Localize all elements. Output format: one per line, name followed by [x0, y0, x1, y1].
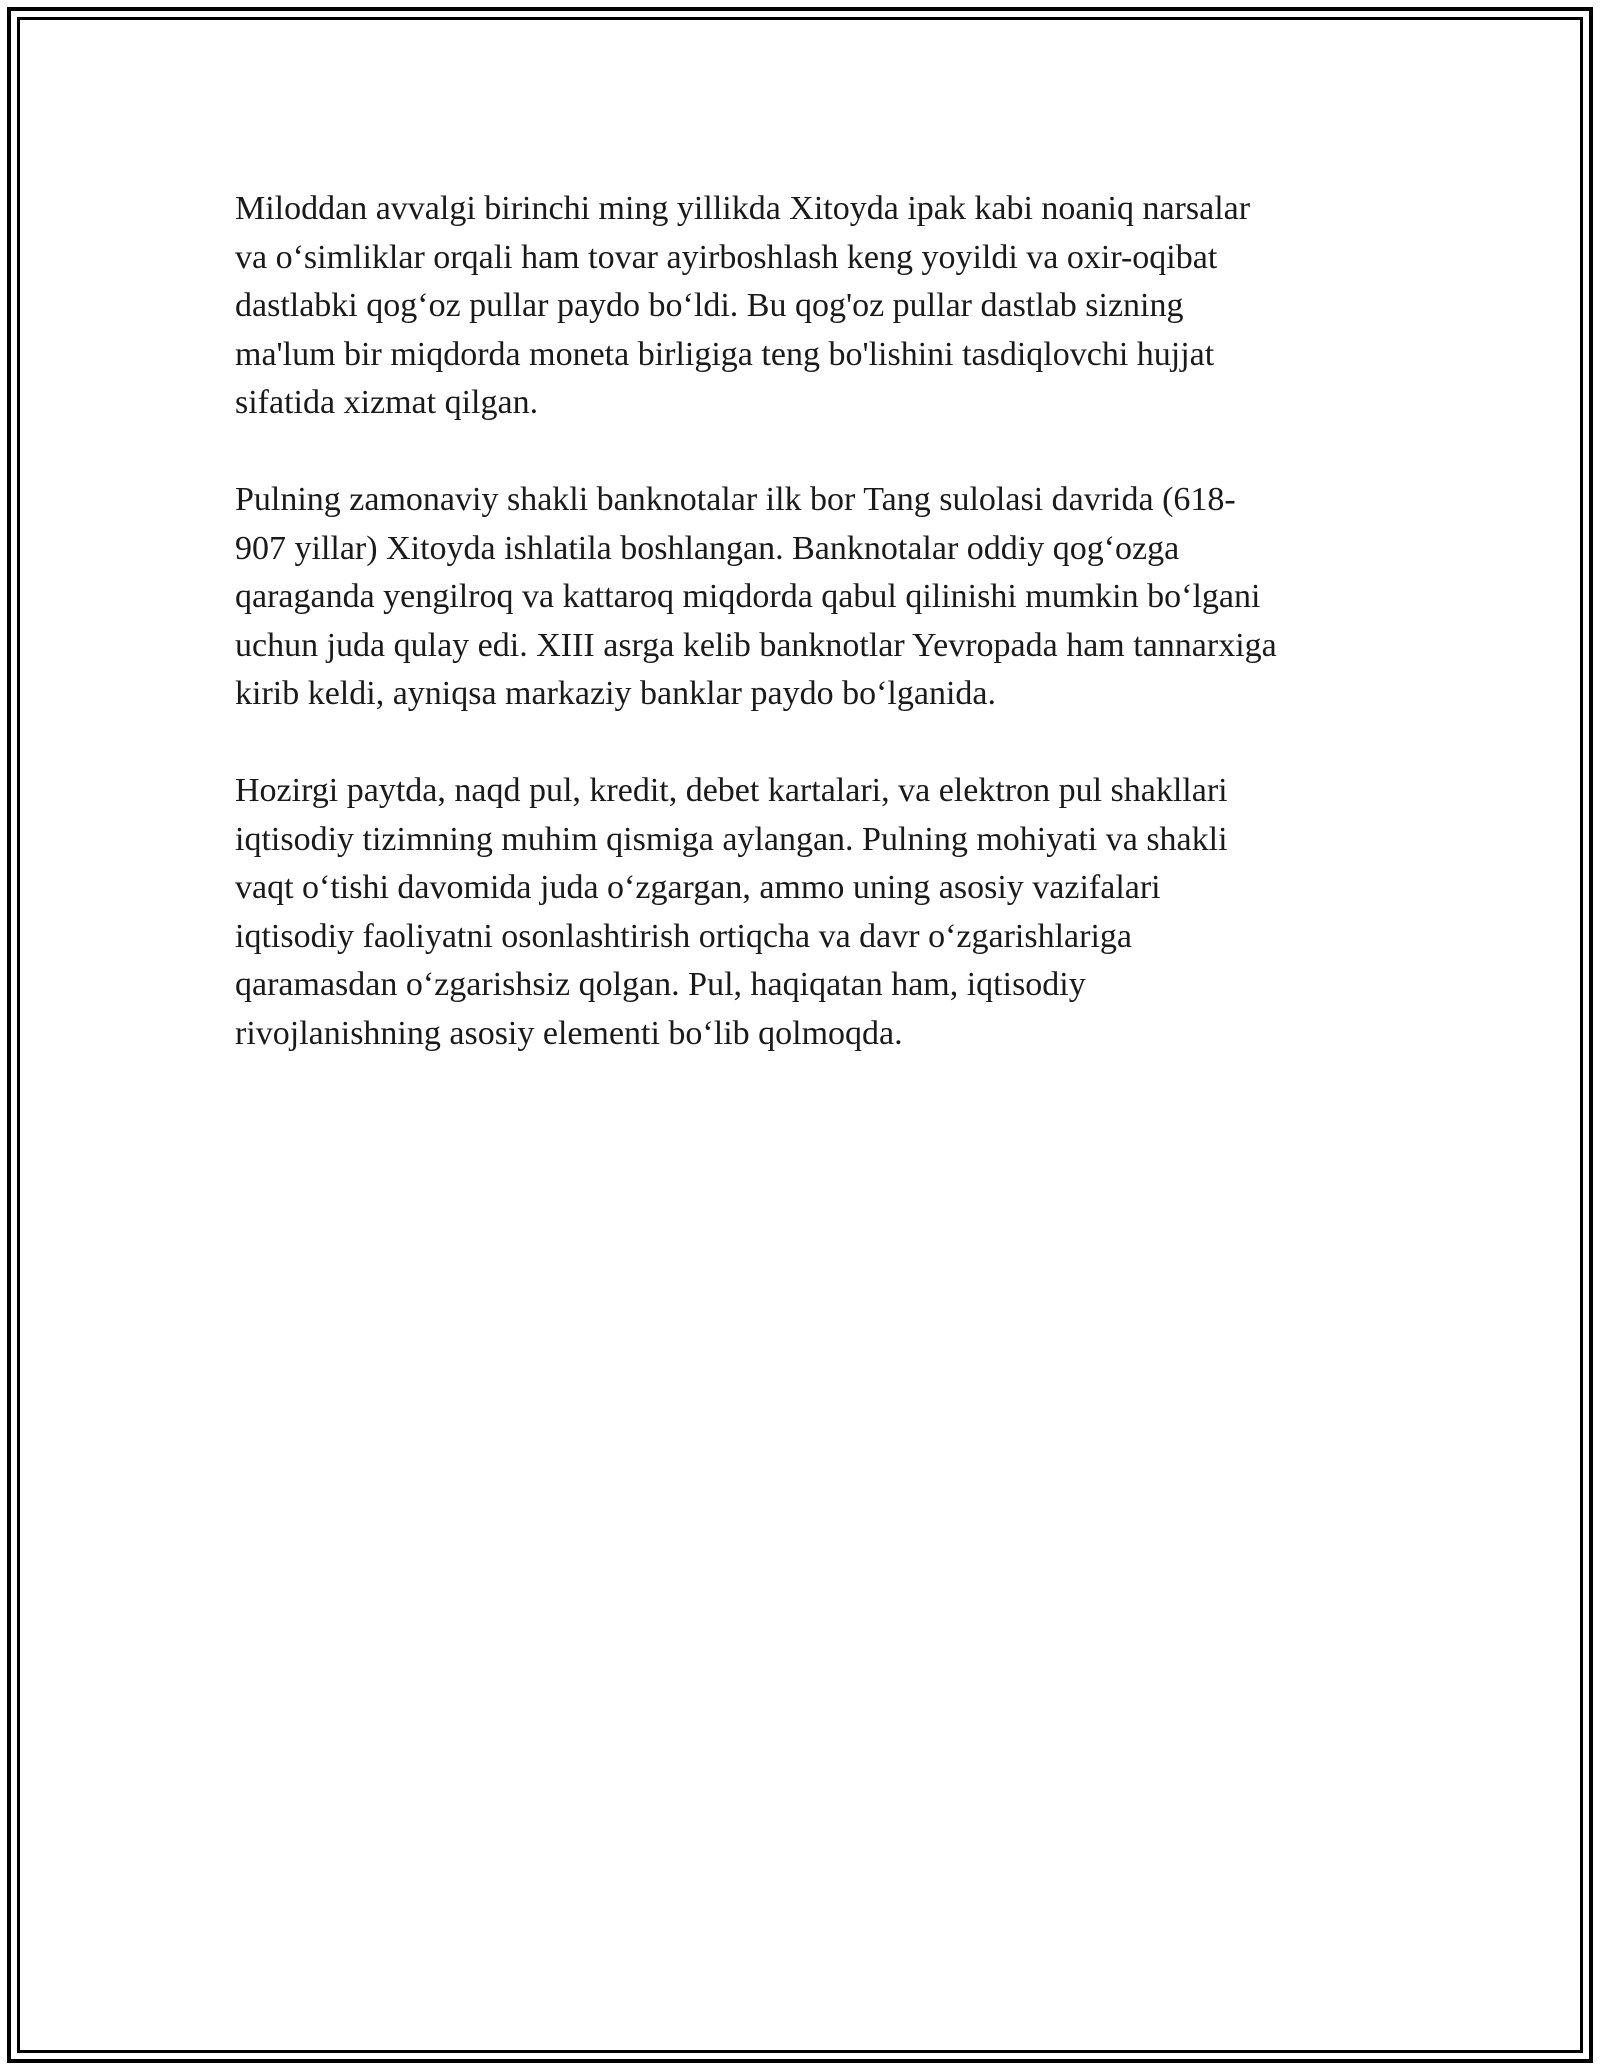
paragraph-2: Pulning zamonaviy shakli banknotalar ilk bor Tang sulolasi davrida (618- 907 yillar) Xitoyda ishlatila boshlangan. Banknotalar oddiy qog‘ozga qaraganda yengilroq va kattaroq miqdorda qabul qilinishi mumkin bo‘lgani uchun juda qulay edi. XIII asrga kelib banknotlar Yevropada ham tannarxiga kirib keldi, ayniqsa markaziy banklar paydo bo‘lganida. — [235, 481, 1277, 712]
paragraph-3: Hozirgi paytda, naqd pul, kredit, debet kartalari, va elektron pul shakllari iqtisodiy tizimning muhim qismiga aylangan. Pulning mohiyati va shakli vaqt o‘tishi davomida juda o‘zgargan, ammo uning asosiy vazifalari iqtisodiy faoliyatni osonlashtirish ortiqcha va davr o‘zgarishlariga qaramasdan o‘zgarishsiz qolgan. Pul, haqiqatan ham, iqtisodiy rivojlanishning asosiy elementi bo‘lib qolmoqda. — [235, 772, 1228, 1052]
paragraph-1: Miloddan avvalgi birinchi ming yillikda Xitoyda ipak kabi noaniq narsalar va o‘simliklar orqali ham tovar ayirboshlash keng yoyildi va oxir-oqibat dastlabki qog‘oz pullar paydo bo‘ldi. Bu qog'oz pullar dastlab sizning ma'lum bir miqdorda moneta birligiga teng bo'lishini tasdiqlovchi hujjat sifatida xizmat qilgan. — [235, 190, 1251, 421]
document-body — [235, 185, 1375, 1107]
